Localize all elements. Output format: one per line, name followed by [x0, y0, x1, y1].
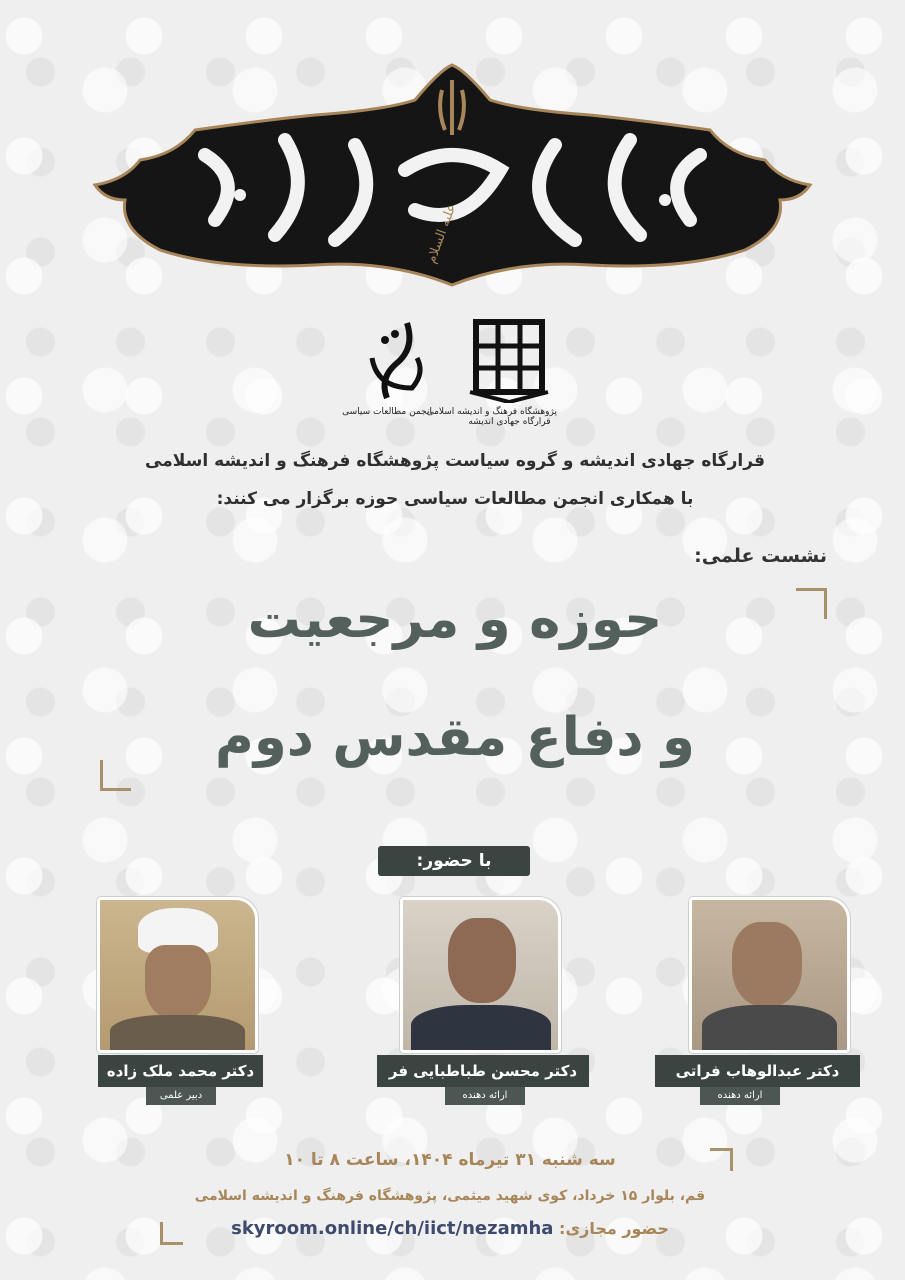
- speaker-photo: [400, 897, 561, 1053]
- speaker-card-3: [97, 897, 258, 1105]
- corner-ornament-footer-top: [710, 1148, 733, 1171]
- presence-badge: با حضور:: [378, 846, 530, 876]
- association-logo-icon: [357, 318, 432, 403]
- institute-caption-2: قرارگاه جهادی اندیشه: [468, 417, 551, 427]
- corner-ornament-bottom: [100, 760, 131, 791]
- speaker-photo: [689, 897, 850, 1053]
- institute-caption-1: پژوهشگاه فرهنگ و اندیشه اسلامی: [426, 407, 557, 417]
- session-label: نشست علمی:: [694, 545, 827, 567]
- speaker-role: ارائه دهنده: [445, 1087, 525, 1105]
- association-caption: انجمن مطالعات سیاسی: [342, 407, 432, 417]
- side-inscription: علیه السلام: [424, 202, 460, 266]
- online-label: حضور مجازی:: [559, 1219, 669, 1238]
- event-date-time: سه شنبه ۳۱ تیرماه ۱۴۰۴، ساعت ۸ تا ۱۰: [284, 1150, 616, 1170]
- speaker-name: دکتر عبدالوهاب فراتی: [655, 1055, 860, 1087]
- knot-logo-icon: [462, 318, 557, 403]
- institute-logo: [426, 318, 557, 438]
- online-attendance: [150, 1218, 750, 1239]
- intro-line-2: با همکاری انجمن مطالعات سیاسی حوزه برگزار می کنند:: [216, 489, 694, 509]
- association-logo: [342, 318, 432, 428]
- speaker-photo: [97, 897, 258, 1053]
- speaker-role: دبیر علمی: [146, 1087, 216, 1105]
- speaker-role: ارائه دهنده: [700, 1087, 780, 1105]
- speaker-card-2: [377, 897, 578, 1105]
- event-address: قم، بلوار ۱۵ خرداد، کوی شهید میثمی، پژوهشگاه فرهنگ و اندیشه اسلامی: [194, 1188, 706, 1204]
- corner-ornament-footer-bottom: [160, 1222, 183, 1245]
- online-url-link[interactable]: skyroom.online/ch/iict/nezamha: [231, 1218, 554, 1239]
- speaker-name: دکتر محسن طباطبایی فر: [377, 1055, 589, 1087]
- speaker-card-1: [655, 897, 850, 1105]
- header-banner: [85, 60, 820, 290]
- session-title-line-1: حوزه و مرجعیت: [247, 589, 663, 650]
- speaker-name: دکتر محمد ملک زاده: [98, 1055, 263, 1087]
- session-title-line-2: و دفاع مقدس دوم: [214, 707, 695, 768]
- intro-line-1: قرارگاه جهادی اندیشه و گروه سیاست پژوهشگاه فرهنگ و اندیشه اسلامی: [145, 451, 765, 471]
